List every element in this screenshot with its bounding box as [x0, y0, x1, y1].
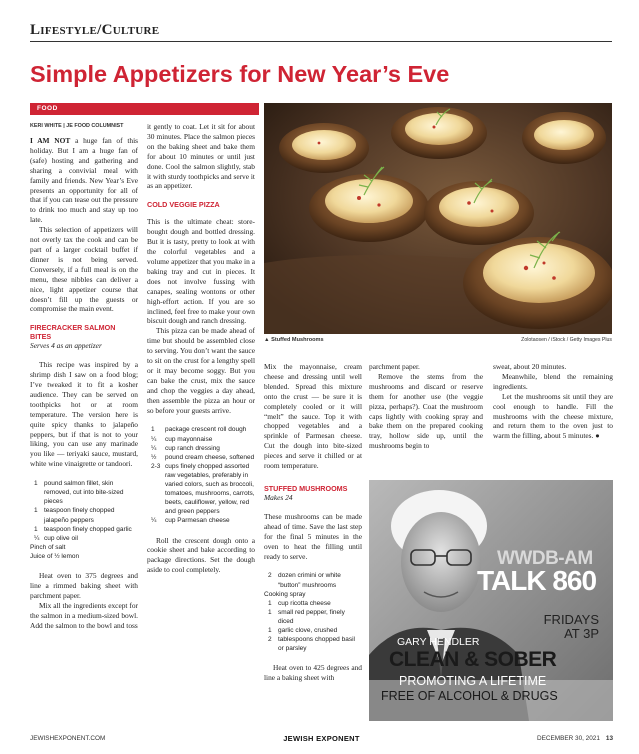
ad-tagline-1: PROMOTING A LIFETIME [399, 674, 547, 688]
footer-date-page [537, 735, 613, 742]
ingredient-quantity: 1 [268, 626, 272, 634]
ingredient-list-mushrooms [264, 571, 362, 653]
photo-credit: Zolotaosen / iStock / Getty Images Plus [521, 337, 612, 343]
ingredient-item [147, 462, 255, 517]
ingredient-list-pizza [147, 425, 255, 525]
footer-paper-name: JEWISH EXPONENT [283, 734, 360, 743]
ingredient-item [30, 525, 138, 534]
ingredient-text: cup mayonnaise [165, 435, 213, 443]
ingredient-text: dozen crimini or white “button” mushrooms [278, 572, 341, 589]
ingredient-item [264, 599, 362, 608]
ingredient-text: small red pepper, finely diced [278, 608, 345, 625]
ingredient-item [264, 590, 362, 599]
footer-website[interactable]: JEWISHEXPONENT.COM [30, 735, 106, 742]
ingredient-quantity: 1 [268, 599, 272, 607]
ingredient-text: cups finely chopped assorted raw vegetables, preferably in varied colors, such as broccoli, tomatoes, mushrooms, carrots, beets, cauliflower, yellow, red and green peppers [165, 462, 255, 516]
column-1 [30, 122, 138, 630]
ingredient-quantity: 1 [34, 507, 38, 515]
ingredient-item [30, 552, 138, 561]
ingredient-text: pound cream cheese, softened [165, 453, 255, 461]
paragraph: Mix the mayonnaise, cream cheese and dressing until well blended. Spread this mixture onto the crust — be sure it is completely cooled or it will “melt” the sauce. Top it with chopped vegetables and a sprinkle of Parmesan cheese. Cut the dough into bite-sized pieces and serve it chilled or at room temperature. [264, 362, 362, 471]
ingredient-text: garlic clove, crushed [278, 626, 338, 634]
mushrooms-image [264, 103, 612, 334]
section-header: Lifestyle/Culture [30, 22, 612, 42]
paragraph: Roll the crescent dough onto a cookie sheet and bake according to package directions. Set the dough aside to cool completely. [147, 535, 255, 575]
intro-paragraph [30, 136, 138, 225]
ingredient-text: Juice of ½ lemon [30, 552, 80, 560]
ingredient-item [30, 534, 138, 543]
recipe-title-salmon: FIRECRACKER SALMON BITES [30, 323, 116, 342]
ingredient-quantity: 2 [268, 572, 272, 580]
triangle-icon: ▲ [264, 337, 270, 343]
paragraph: This selection of appetizers will not overly tax the cook and can be part of a larger cocktail buffet if dinner is not being served. Conversely, if a full meal is on the menu, these nibbles can deliver a nice, light appetizer course that doesn’t fill up the guests or compromise the main event. [30, 225, 138, 314]
ingredient-text: pound salmon fillet, skin removed, cut into bite-sized pieces [44, 480, 124, 506]
ingredient-quantity: ¼ [151, 435, 157, 443]
intro-text: a huge fan of this holiday. But I am a huge fan of (safe) hosting and gathering and sharing a convivial meal with family and friends. New Year’s Eve presents an opportunity for all of that if you can tease out the pressure to drink too much and stay up too late. [30, 136, 138, 225]
paragraph: These mushrooms can be made ahead of time. Save the last step for the final 5 minutes in the oven to heat the filling until ready to serve. [264, 511, 362, 561]
paragraph: Mix all the ingredients except for the salmon in a medium-sized bowl. Add the salmon to the bowl and toss [30, 600, 138, 630]
ingredient-item [147, 444, 255, 453]
paragraph: Meanwhile, blend the remaining ingredients. [493, 371, 613, 391]
page-number: 13 [605, 735, 613, 742]
paragraph: This is the ultimate cheat: store-bought dough and bottled dressing. But it is tasty, pretty to look at with the colorful vegetables and a volume appetizer that you make in a baking tray and cut in pieces. It does not involve fussing with canapes, sealing wontons or other high-effort action. If you are so inclined, feel free to make your own biscuit dough and ranch dressing. [147, 217, 255, 326]
stuffed-mushrooms-photo [264, 103, 612, 334]
ad-tagline-2: FREE OF ALCOHOL & DRUGS [381, 689, 558, 703]
recipe-title-pizza: COLD VEGGIE PIZZA [147, 200, 220, 210]
headline: Simple Appetizers for New Year’s Eve [30, 61, 450, 87]
end-mark-icon: ● [595, 431, 600, 441]
ingredient-text: teaspoon finely chopped jalapeño peppers [44, 507, 115, 524]
paragraph [493, 392, 613, 442]
byline: KERI WHITE | JE FOOD COLUMNIST [30, 123, 124, 129]
ad-show: CLEAN & SOBER [389, 648, 557, 671]
column-2 [147, 122, 255, 575]
final-text: Let the mushrooms sit until they are cool enough to handle. Fill the mushrooms with the cheese mixture, and return them to the oven just to warm the filling, about 5 minutes. [493, 391, 613, 441]
ingredient-text: Cooking spray [264, 590, 306, 598]
ingredient-item [264, 635, 362, 653]
paragraph: This recipe was inspired by a shrimp dish I saw on a food blog; I’ve tweaked it to fit a kosher audience. They can be served on toothpicks hot or at room temperature. The version here is quite spicy thanks to jalapeño peppers, but if that is not to your liking, you can use any marinade you like — teriyaki sauce, mustard, white wine vinaigrette or tandoori. [30, 360, 138, 469]
ingredient-quantity: 1 [34, 525, 38, 533]
column-3 [264, 362, 362, 683]
ingredient-list-salmon [30, 479, 138, 561]
serves-note: Serves 4 as an appetizer [30, 341, 102, 351]
ingredient-item [30, 506, 138, 524]
ad-days: FRIDAYS [543, 612, 599, 627]
ad-talk: TALK 860 [477, 565, 597, 596]
ingredient-quantity: ¼ [151, 444, 157, 452]
ingredient-item [264, 626, 362, 635]
paragraph: Remove the stems from the mushrooms and discard or reserve them for another use (the veggie pizza, perhaps?). Coat the mushroom caps lightly with cooking spray and bake them on the prepared cooking tray, hollow side up, until the mushrooms begin to [369, 371, 483, 451]
ingredient-quantity: ¼ [34, 534, 40, 542]
ingredient-item [147, 453, 255, 462]
ingredient-quantity: 1 [34, 480, 38, 488]
lead-in: I AM NOT [30, 136, 71, 145]
ingredient-quantity: ½ [151, 453, 157, 461]
ingredient-quantity: ¼ [151, 517, 157, 525]
makes-note: Makes 24 [264, 492, 293, 502]
ingredient-item [30, 479, 138, 506]
radio-advertisement[interactable] [369, 480, 613, 721]
ingredient-quantity: 2 [268, 636, 272, 644]
ingredient-item [147, 425, 255, 434]
paragraph: it gently to coat. Let it sit for about 30 minutes. Place the salmon pieces on the baking sheet and bake them for about 10 minutes or until just done. Cool the salmon slightly, stab it with sturdy toothpicks and serve it as an appetizer. [147, 122, 255, 191]
ingredient-text: cup olive oil [44, 534, 78, 542]
column-5 [493, 362, 613, 441]
paragraph: This pizza can be made ahead of time but should be assembled close to serving. You don’t want the sauce to sit on the crust for a lengthy spell or it may become soggy. But you can bake the crust, mix the sauce and chop the veggies a day ahead, then assemble the pizza an hour or so before your guests arrive. [147, 326, 255, 415]
caption-text: Stuffed Mushrooms [271, 337, 324, 343]
ingredient-item [264, 608, 362, 626]
paragraph: Heat oven to 425 degrees and line a baking sheet with [264, 663, 362, 683]
footer-date: DECEMBER 30, 2021 [537, 735, 600, 742]
column-4 [369, 362, 483, 451]
photo-caption [264, 337, 324, 343]
ad-host: GARY HENDLER [397, 636, 480, 648]
ad-time: AT 3P [564, 626, 599, 641]
ingredient-text: package crescent roll dough [165, 426, 247, 434]
ingredient-text: Pinch of salt [30, 543, 66, 551]
ingredient-item [264, 571, 362, 589]
paragraph: Heat oven to 375 degrees and line a rimmed baking sheet with parchment paper. [30, 571, 138, 600]
ingredient-quantity: 1 [268, 608, 272, 616]
food-tag: FOOD [30, 103, 259, 115]
ingredient-text: teaspoon finely chopped garlic [44, 525, 132, 533]
paragraph: sweat, about 20 minutes. [493, 362, 567, 371]
ingredient-text: tablespoons chopped basil or parsley [278, 636, 355, 653]
ingredient-text: cup ricotta cheese [278, 599, 331, 607]
ingredient-item [147, 435, 255, 444]
ingredient-text: cup ranch dressing [165, 444, 220, 452]
ingredient-quantity: 2-3 [151, 462, 161, 470]
ad-station: WWDB-AM [497, 548, 593, 569]
ingredient-text: cup Parmesan cheese [165, 517, 230, 525]
ingredient-item [30, 543, 138, 552]
ingredient-quantity: 1 [151, 426, 155, 434]
ingredient-item [147, 516, 255, 525]
recipe-title-mushrooms: STUFFED MUSHROOMS [264, 483, 348, 493]
paragraph: parchment paper. [369, 362, 420, 371]
